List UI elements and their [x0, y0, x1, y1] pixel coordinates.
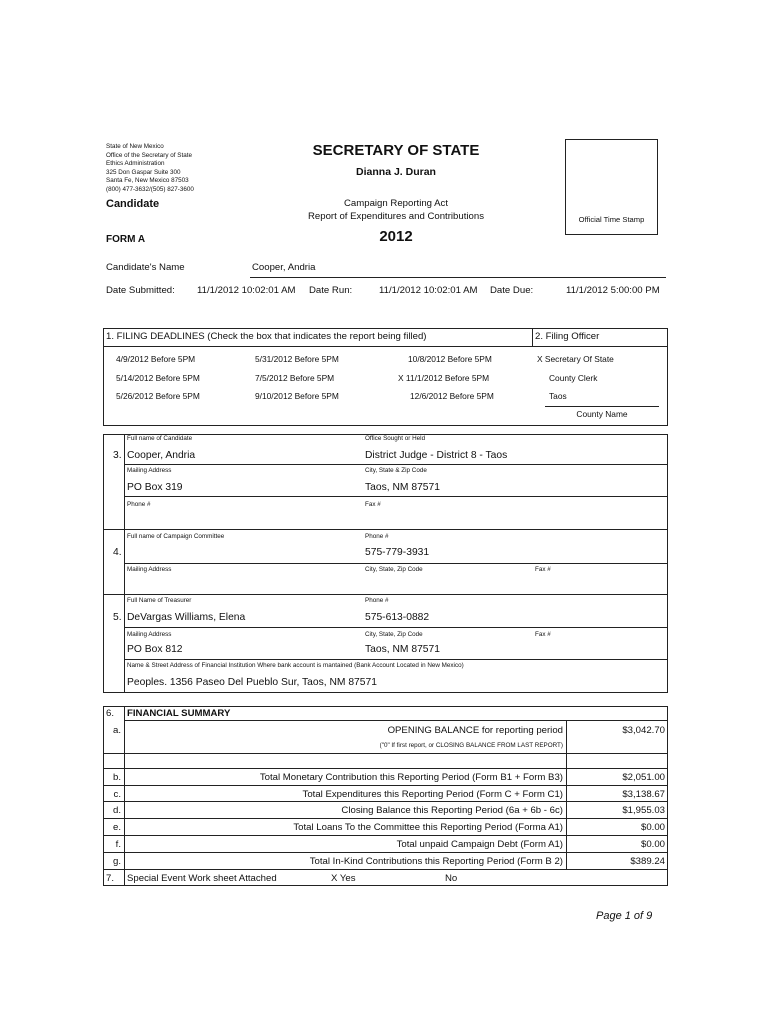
summary-row-value: $2,051.00 [622, 772, 665, 783]
field-label: City, State, Zip Code [365, 631, 423, 638]
summary-row-value: $0.00 [640, 839, 665, 850]
date-due-label: Date Due: [490, 285, 534, 296]
field-label: Fax # [535, 631, 551, 638]
candidate-name-value: Cooper, Andria [252, 262, 316, 273]
field-label: Fax # [535, 566, 551, 573]
opening-balance-value: $3,042.70 [622, 725, 665, 736]
section-number: 7. [106, 873, 115, 884]
divider [103, 529, 668, 530]
divider [124, 659, 668, 660]
divider [103, 818, 668, 819]
deadline-option[interactable]: 9/10/2012 Before 5PM [255, 391, 339, 401]
office-sought: District Judge - District 8 - Taos [365, 450, 508, 461]
section-number: 3. [113, 450, 122, 461]
divider [124, 706, 125, 886]
time-stamp-label: Official Time Stamp [578, 215, 645, 224]
summary-row-label: Closing Balance this Reporting Period (6a + 6b - 6c) [341, 805, 563, 816]
county-value: Taos [549, 391, 567, 401]
summary-row-label: Total Expenditures this Reporting Period (Form C + Form C1) [302, 789, 563, 800]
officer-option[interactable]: County Clerk [549, 373, 598, 383]
summary-row-value: $389.24 [630, 856, 665, 867]
field-label: Full Name of Treasurer [127, 597, 192, 604]
deadline-option[interactable]: 5/31/2012 Before 5PM [255, 354, 339, 364]
underline [250, 277, 666, 278]
treasurer-name: DeVargas Williams, Elena [127, 612, 246, 623]
divider [532, 328, 533, 346]
treasurer-city: Taos, NM 87571 [365, 644, 440, 655]
agency-line: 325 Don Gaspar Suite 300 [106, 169, 181, 176]
candidate-city: Taos, NM 87571 [365, 482, 440, 493]
deadline-option[interactable]: 5/26/2012 Before 5PM [116, 391, 200, 401]
deadline-option[interactable]: 4/9/2012 Before 5PM [116, 354, 196, 364]
field-label: City, State & Zip Code [365, 467, 427, 474]
summary-row-label: Total Monetary Contribution this Reporting Period (Form B1 + Form B3) [259, 772, 563, 783]
page-number: Page 1 of 9 [596, 910, 653, 922]
deadline-option[interactable]: 7/5/2012 Before 5PM [255, 373, 335, 383]
divider [103, 768, 668, 769]
special-event-label: Special Event Work sheet Attached [127, 873, 277, 884]
report-title: Report of Expenditures and Contributions [308, 211, 484, 222]
committee-phone: 575-779-3931 [365, 547, 430, 558]
special-event-no[interactable]: No [445, 873, 458, 884]
date-due-value: 11/1/2012 5:00:00 PM [566, 285, 660, 296]
divider [566, 720, 567, 870]
date-submitted-label: Date Submitted: [106, 285, 175, 296]
deadline-option[interactable]: 5/14/2012 Before 5PM [116, 373, 200, 383]
candidate-full-name: Cooper, Andria [127, 450, 196, 461]
page-title: SECRETARY OF STATE [312, 142, 480, 159]
field-label: Fax # [365, 501, 381, 508]
summary-row-label: Total unpaid Campaign Debt (Form A1) [396, 839, 563, 850]
row-letter: a. [112, 725, 121, 736]
agency-line: (800) 477-3632/(505) 827-3600 [106, 186, 194, 193]
act-title: Campaign Reporting Act [344, 198, 448, 209]
summary-row-value: $0.00 [640, 822, 665, 833]
divider [103, 346, 668, 347]
divider [103, 835, 668, 836]
divider [103, 869, 668, 870]
special-event-yes[interactable]: X Yes [331, 873, 356, 884]
agency-line: State of New Mexico [106, 143, 164, 150]
field-label: Name & Street Address of Financial Institution Where bank account is mantained (Bank Account Located in New Mexico) [127, 662, 464, 669]
date-submitted-value: 11/1/2012 10:02:01 AM [197, 285, 296, 296]
filing-deadlines-heading: 1. FILING DEADLINES (Check the box that indicates the report being filled) [106, 331, 427, 342]
bank-institution: Peoples. 1356 Paseo Del Pueblo Sur, Taos, NM 87571 [127, 677, 377, 688]
report-year: 2012 [379, 228, 413, 245]
summary-row-value: $3,138.67 [622, 789, 665, 800]
field-label: City, State, Zip Code [365, 566, 423, 573]
section-number: 4. [113, 547, 122, 558]
field-label: Phone # [365, 597, 389, 604]
agency-line: Office of the Secretary of State [106, 152, 192, 159]
divider [124, 496, 668, 497]
row-letter: b. [112, 772, 121, 783]
deadline-option[interactable]: 12/6/2012 Before 5PM [410, 391, 494, 401]
candidate-mailing-address: PO Box 319 [127, 482, 183, 493]
summary-row-value: $1,955.03 [622, 805, 665, 816]
field-label: Full name of Candidate [127, 435, 193, 442]
divider [124, 627, 668, 628]
section-number: 6. [106, 708, 115, 719]
deadline-option[interactable]: 10/8/2012 Before 5PM [408, 354, 492, 364]
date-run-label: Date Run: [309, 285, 353, 296]
agency-line: Ethics Administration [106, 160, 165, 167]
field-label: Mailing Address [127, 566, 172, 573]
divider [103, 801, 668, 802]
candidate-heading: Candidate [106, 198, 160, 210]
opening-balance-note: ("0" If first report, or CLOSING BALANCE FROM LAST REPORT) [379, 742, 563, 749]
summary-row-label: Total Loans To the Committee this Reporting Period (Forma A1) [293, 822, 563, 833]
divider [103, 753, 668, 754]
treasurer-phone: 575-613-0882 [365, 612, 430, 623]
field-label: Office Sought or Held [365, 435, 426, 442]
candidate-name-label: Candidate's Name [106, 262, 185, 273]
field-label: Phone # [365, 533, 389, 540]
divider [103, 594, 668, 595]
officer-option-selected[interactable]: X Secretary Of State [537, 354, 614, 364]
opening-balance-label: OPENING BALANCE for reporting period [387, 725, 563, 736]
divider [124, 720, 668, 721]
field-label: Full name of Campaign Committee [127, 533, 225, 540]
official-name: Dianna J. Duran [356, 166, 436, 178]
field-label: Mailing Address [127, 631, 172, 638]
filing-officer-heading: 2. Filing Officer [535, 331, 600, 342]
underline [545, 406, 659, 407]
row-letter: e. [112, 822, 121, 833]
form-label: FORM A [106, 234, 146, 245]
summary-row-label: Total In-Kind Contributions this Reporting Period (Form B 2) [309, 856, 563, 867]
financial-summary-heading: FINANCIAL SUMMARY [127, 708, 231, 719]
divider [124, 464, 668, 465]
treasurer-mailing-address: PO Box 812 [127, 644, 183, 655]
agency-line: Santa Fe, New Mexico 87503 [106, 177, 189, 184]
county-name-label: County Name [576, 409, 628, 419]
row-letter: c. [113, 789, 121, 800]
row-letter: g. [112, 856, 121, 867]
date-run-value: 11/1/2012 10:02:01 AM [379, 285, 478, 296]
divider [103, 852, 668, 853]
row-letter: d. [112, 805, 121, 816]
divider [124, 563, 668, 564]
field-label: Mailing Address [127, 467, 172, 474]
field-label: Phone # [127, 501, 151, 508]
deadline-option-selected[interactable]: X 11/1/2012 Before 5PM [398, 373, 490, 383]
divider [103, 785, 668, 786]
row-letter: f. [115, 839, 121, 850]
section-number: 5. [113, 612, 122, 623]
